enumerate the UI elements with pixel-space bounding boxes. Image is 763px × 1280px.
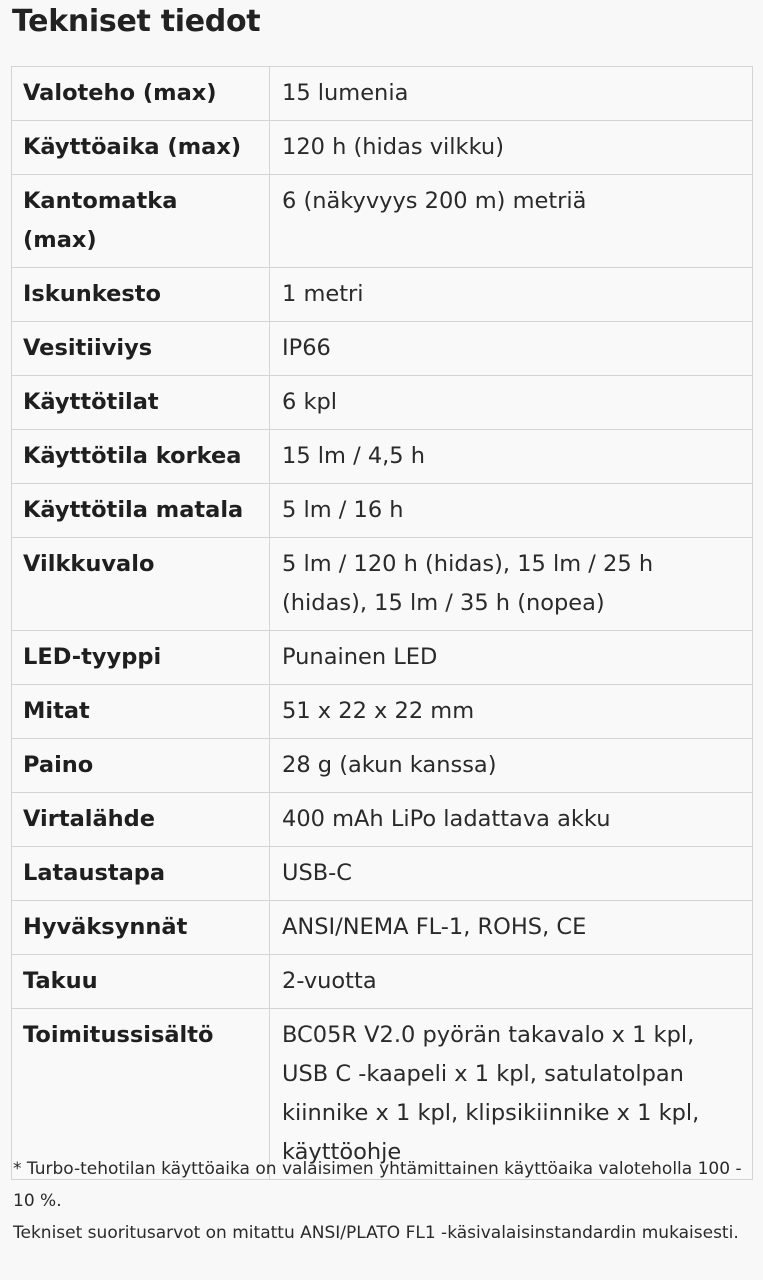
spec-value: 5 lm / 16 h bbox=[270, 484, 753, 538]
spec-label: Takuu bbox=[12, 955, 270, 1009]
spec-value: IP66 bbox=[270, 322, 753, 376]
spec-label: Vesitiiviys bbox=[12, 322, 270, 376]
spec-label: Käyttötilat bbox=[12, 376, 270, 430]
spec-value: 400 mAh LiPo ladattava akku bbox=[270, 793, 753, 847]
table-row bbox=[12, 322, 753, 376]
table-row bbox=[12, 739, 753, 793]
spec-label: Virtalähde bbox=[12, 793, 270, 847]
spec-value: 2-vuotta bbox=[270, 955, 753, 1009]
spec-label: Hyväksynnät bbox=[12, 901, 270, 955]
spec-label: Iskunkesto bbox=[12, 268, 270, 322]
spec-label: Kantomatka (max) bbox=[12, 175, 270, 268]
spec-label: Mitat bbox=[12, 685, 270, 739]
spec-label: Toimitussisältö bbox=[12, 1009, 270, 1180]
table-row bbox=[12, 847, 753, 901]
spec-value: 15 lumenia bbox=[270, 67, 753, 121]
spec-label: Käyttötila matala bbox=[12, 484, 270, 538]
spec-value: Punainen LED bbox=[270, 631, 753, 685]
table-row bbox=[12, 955, 753, 1009]
table-row bbox=[12, 631, 753, 685]
table-row bbox=[12, 484, 753, 538]
spec-label: Paino bbox=[12, 739, 270, 793]
spec-value: USB-C bbox=[270, 847, 753, 901]
footnotes bbox=[13, 1153, 758, 1249]
spec-value: 5 lm / 120 h (hidas), 15 lm / 25 h (hidas), 15 lm / 35 h (nopea) bbox=[270, 538, 753, 631]
table-row bbox=[12, 793, 753, 847]
spec-label: Käyttötila korkea bbox=[12, 430, 270, 484]
spec-value: 6 (näkyvyys 200 m) metriä bbox=[270, 175, 753, 268]
spec-value: 51 x 22 x 22 mm bbox=[270, 685, 753, 739]
spec-label: Valoteho (max) bbox=[12, 67, 270, 121]
spec-value: ANSI/NEMA FL-1, ROHS, CE bbox=[270, 901, 753, 955]
spec-table bbox=[11, 66, 753, 1180]
spec-label: Vilkkuvalo bbox=[12, 538, 270, 631]
table-row bbox=[12, 121, 753, 175]
spec-value: 1 metri bbox=[270, 268, 753, 322]
table-row bbox=[12, 685, 753, 739]
table-row bbox=[12, 175, 753, 268]
table-row bbox=[12, 376, 753, 430]
spec-label: Lataustapa bbox=[12, 847, 270, 901]
spec-label: LED-tyyppi bbox=[12, 631, 270, 685]
table-row bbox=[12, 538, 753, 631]
footnote-standard: Tekniset suoritusarvot on mitattu ANSI/PLATO FL1 -käsivalaisinstandardin mukaisesti. bbox=[13, 1223, 739, 1243]
table-row bbox=[12, 901, 753, 955]
page-title: Tekniset tiedot bbox=[12, 4, 261, 39]
table-row bbox=[12, 430, 753, 484]
spec-label: Käyttöaika (max) bbox=[12, 121, 270, 175]
footnote-turbo: * Turbo-tehotilan käyttöaika on valaisimen yhtämittainen käyttöaika valoteholla 100 - 10 %. bbox=[13, 1159, 742, 1211]
spec-value: 28 g (akun kanssa) bbox=[270, 739, 753, 793]
spec-value: BC05R V2.0 pyörän takavalo x 1 kpl, USB C -kaapeli x 1 kpl, satulatolpan kiinnike x 1 kpl, klipsikiinnike x 1 kpl, käyttöohje bbox=[270, 1009, 753, 1180]
spec-value: 120 h (hidas vilkku) bbox=[270, 121, 753, 175]
table-row bbox=[12, 67, 753, 121]
spec-value: 15 lm / 4,5 h bbox=[270, 430, 753, 484]
table-row bbox=[12, 268, 753, 322]
spec-value: 6 kpl bbox=[270, 376, 753, 430]
